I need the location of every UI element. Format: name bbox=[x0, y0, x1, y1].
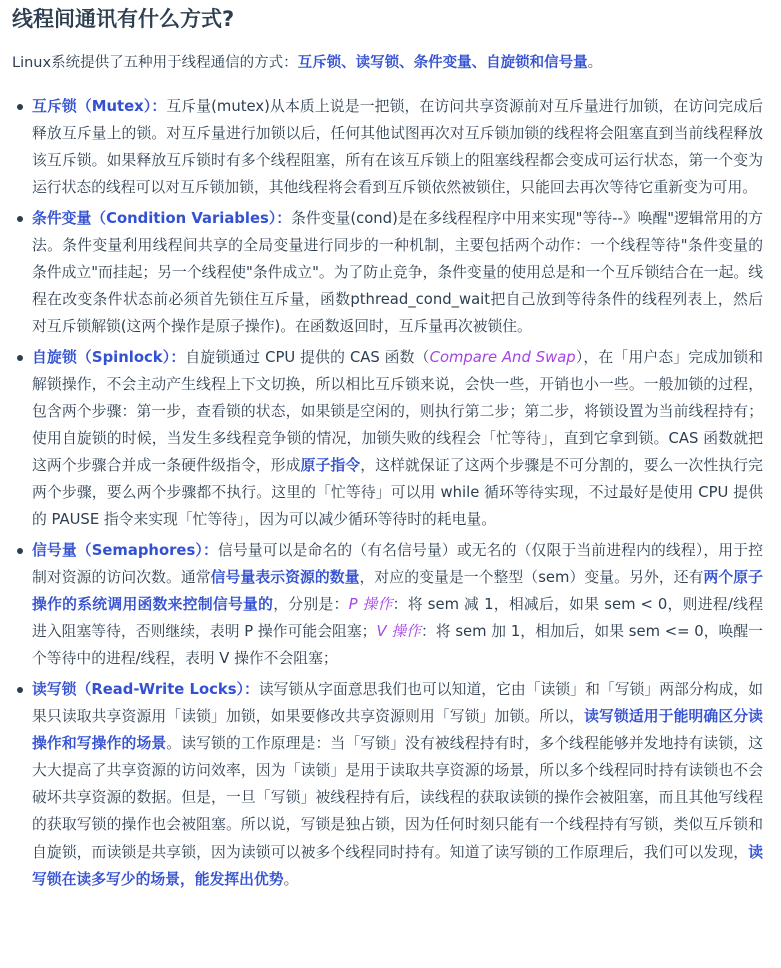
semaphores-text-5: ：将 sem 加 1，相加后，如果 sem <= 0，唤醒一个等待中的进程/线程，表明 V 操作不会阻塞； bbox=[32, 623, 763, 668]
method-list bbox=[12, 93, 763, 893]
atomic-ops-highlight: 两个原子操作的系统调用函数来控制信号量的 bbox=[32, 569, 763, 614]
intro-end: 。 bbox=[587, 55, 603, 71]
list-item-condition-variables bbox=[32, 205, 763, 340]
list-item-read-write-locks bbox=[32, 676, 763, 893]
term-colon: ： bbox=[276, 209, 292, 227]
cas-full-name: Compare And Swap bbox=[429, 348, 576, 366]
spinlock-text-1: 自旋锁通过 CPU 提供的 CAS 函数（ bbox=[185, 348, 430, 366]
resource-count-highlight: 信号量表示资源的数量 bbox=[210, 569, 360, 587]
rwlock-text-2: 。读写锁的工作原理是：当「写锁」没有被线程持有时，多个线程能够并发地持有读锁，这大大提高了共享资源的访问效率，因为「读锁」是用于读取共享资源的场景，所以多个线程同时持有读锁也不会破坏共享资源的数据。但是，一旦「写锁」被线程持有后，读线程的获取读锁的操作会被阻塞，而且其他写线程的获取写锁的操作也会被阻塞。所以说，写锁是独占锁，因为任何时刻只能有一个线程持有写锁，类似互斥锁和自旋锁，而读锁是共享锁，因为读锁可以被多个线程同时持有。知道了读写锁的工作原理后，我们可以发现， bbox=[32, 735, 763, 861]
spinlock-text-2: ），在「用户态」完成加锁和解锁操作，不会主动产生线程上下文切换，所以相比互斥锁来说，会快一些，开销也小一些。一般加锁的过程，包含两个步骤：第一步，查看锁的状态，如果锁是空闲的，则执行第二步；第二步，将锁设置为当前线程持有；使用自旋锁的时候，当发生多线程竞争锁的情况，加锁失败的线程会「忙等待」，直到它拿到锁。CAS 函数就把这两个步骤合并成一条硬件级指令，形成 bbox=[32, 348, 763, 475]
rwlock-text-3: 。 bbox=[283, 870, 299, 888]
term-mutex: 互斥锁（Mutex） bbox=[32, 98, 152, 115]
condition-variables-text: 条件变量(cond)是在多线程程序中用来实现"等待--》唤醒"逻辑常用的方法。条件变量利用线程间共享的全局变量进行同步的一种机制，主要包括两个动作：一个线程等待"条件变量的条件成立"而挂起；另一个线程使"条件成立"。为了防止竞争，条件变量的使用总是和一个互斥锁结合在一起。线程在改变条件状态前必须首先锁住互斥量，函数pthread_cond_wait把自己放到等待条件的线程列表上，然后对互斥锁解锁(这两个操作是原子操作)。在函数返回时，互斥量再次被锁住。 bbox=[32, 209, 763, 336]
term-condition-variables: 条件变量（Condition Variables） bbox=[32, 209, 277, 227]
list-item-spinlock bbox=[32, 344, 763, 534]
term-semaphores: 信号量（Semaphores） bbox=[32, 542, 203, 559]
semaphores-text-3: ，分别是： bbox=[273, 596, 349, 614]
semaphores-text-2: ，对应的变量是一个整型（sem）变量。另外，还有 bbox=[359, 569, 704, 587]
mutex-text: 互斥量(mutex)从本质上说是一把锁，在访问共享资源前对互斥量进行加锁，在访问完成后释放互斥量上的锁。对互斥量进行加锁以后，任何其他试图再次对互斥锁加锁的线程将会阻塞直到当前线程释放该互斥锁。如果释放互斥锁时有多个线程阻塞，所有在该互斥锁上的阻塞线程都会变成可运行状态，第一个变为运行状态的线程可以对互斥锁加锁，其他线程将会看到互斥锁依然被锁住，只能回去再次等待它重新变为可用。 bbox=[32, 98, 763, 197]
atomic-instruction-highlight: 原子指令 bbox=[300, 457, 361, 475]
p-operation: P 操作 bbox=[348, 596, 393, 614]
term-colon: ： bbox=[170, 348, 186, 366]
intro-text: Linux系统提供了五种用于线程通信的方式： bbox=[12, 55, 298, 71]
v-operation: V 操作 bbox=[376, 623, 421, 641]
term-read-write-locks: 读写锁（Read-Write Locks） bbox=[32, 680, 244, 698]
list-item-mutex bbox=[32, 93, 763, 201]
semaphores-text-4: ：将 sem 减 1，相减后，如果 sem < 0，则进程/线程进入阻塞等待，否则继续，表明 P 操作可能会阻塞； bbox=[32, 596, 763, 641]
term-spinlock: 自旋锁（Spinlock） bbox=[32, 348, 171, 366]
term-colon: ： bbox=[151, 98, 167, 115]
spinlock-text-3: ，这样就保证了这两个步骤是不可分割的，要么一次性执行完两个步骤，要么两个步骤都不执行。这里的「忙等待」可以用 while 循环等待实现，不过最好是使用 CPU 提供的 PAUSE 指令来实现「忙等待」，因为可以减少循环等待时的耗电量。 bbox=[32, 457, 763, 529]
rwlock-text-1: 读写锁从字面意思我们也可以知道，它由「读锁」和「写锁」两部分构成，如果只读取共享资源用「读锁」加锁，如果要修改共享资源则用「写锁」加锁。所以， bbox=[32, 680, 763, 726]
page-title: 线程间通讯有什么方式? bbox=[12, 7, 235, 31]
semaphores-text-1: 信号量可以是命名的（有名信号量）或无名的（仅限于当前进程内的线程），用于控制对资源的访问次数。通常 bbox=[32, 542, 763, 587]
term-colon: ： bbox=[244, 680, 259, 698]
intro-paragraph bbox=[12, 50, 763, 76]
intro-highlight: 互斥锁、读写锁、条件变量、自旋锁和信号量 bbox=[297, 55, 588, 71]
rwlock-use-case-highlight: 读写锁适用于能明确区分读操作和写操作的场景 bbox=[32, 708, 763, 753]
list-item-semaphores bbox=[32, 537, 763, 672]
rwlock-advantage-highlight: 读写锁在读多写少的场景，能发挥出优势 bbox=[32, 843, 763, 888]
term-colon: ： bbox=[202, 542, 218, 559]
